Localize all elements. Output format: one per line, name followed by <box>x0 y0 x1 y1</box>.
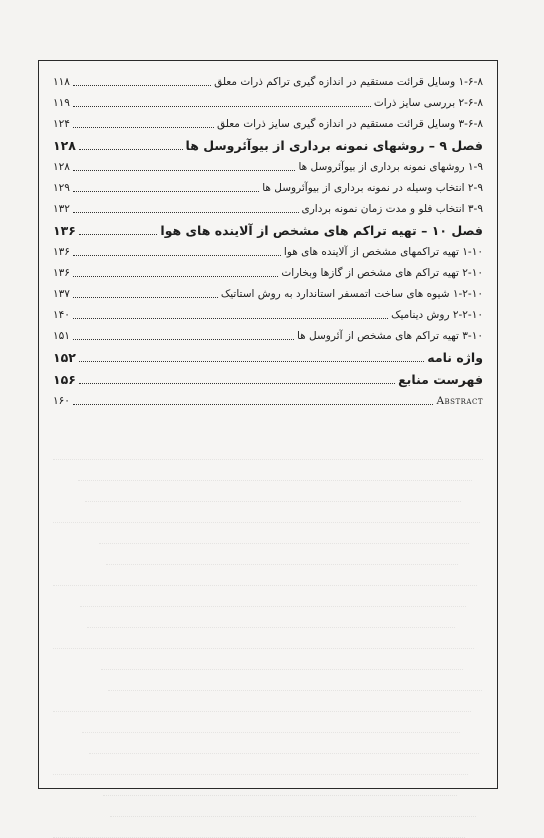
bleed-through-line <box>53 628 474 649</box>
bleed-through-line <box>53 754 468 775</box>
toc-page-number: ۱۳۲ <box>53 202 70 215</box>
dot-leader <box>79 149 183 150</box>
bleed-through-line <box>106 544 458 565</box>
toc-entry-title: فهرست منابع <box>398 371 483 387</box>
bleed-through-line <box>53 691 471 712</box>
bleed-through-line <box>82 712 460 733</box>
toc-entry-title: ۳-۹ انتخاب فلو و مدت زمان نمونه برداری <box>301 202 483 215</box>
toc-page-number: ۱۳۶ <box>53 222 76 238</box>
dot-leader <box>73 339 294 340</box>
dot-leader <box>79 361 424 362</box>
dot-leader <box>73 106 371 107</box>
dot-leader <box>73 212 299 213</box>
dot-leader <box>73 127 214 128</box>
bleed-through-line <box>108 670 482 691</box>
table-of-contents <box>53 71 483 411</box>
toc-row <box>53 325 483 346</box>
toc-entry-title: ۱-۹ روشهای نمونه برداری از بیوآئروسل ها <box>298 160 483 173</box>
dot-leader <box>73 170 296 171</box>
toc-row <box>53 71 483 92</box>
toc-entry-title: ۲-۹ انتخاب وسیله در نمونه برداری از بیوآئروسل ها <box>262 181 483 194</box>
bleed-through-line <box>110 796 476 817</box>
toc-chapter-row <box>53 368 483 390</box>
dot-leader <box>73 276 278 277</box>
toc-entry-title: ۲-۲-۱۰ روش دینامیک <box>391 308 483 321</box>
toc-page-number: ۱۳۶ <box>53 245 70 258</box>
bleed-through-line <box>53 502 480 523</box>
toc-entry-title: ۲-۱۰ تهیه تراکم های مشخص از گازها وبخارات <box>281 266 483 279</box>
dot-leader <box>73 255 281 256</box>
toc-row <box>53 113 483 134</box>
toc-entry-title: واژه نامه <box>427 349 483 365</box>
toc-page-number: ۱۲۸ <box>53 160 70 173</box>
toc-chapter-row <box>53 134 483 156</box>
bleed-through-line <box>53 565 477 586</box>
toc-entry-title: ۱-۱۰ تهیه تراکمهای مشخص از آلاینده های هوا <box>283 245 483 258</box>
toc-row <box>53 304 483 325</box>
bleed-through-line <box>89 733 479 754</box>
toc-row <box>53 241 483 262</box>
toc-entry-title: ۳-۱۰ تهیه تراکم های مشخص از آئروسل ها <box>296 329 483 342</box>
dot-leader <box>79 234 158 235</box>
toc-row <box>53 283 483 304</box>
toc-page-number: ۱۱۹ <box>53 96 70 109</box>
toc-page-number: ۱۲۸ <box>53 137 76 153</box>
toc-entry-title: ۲-۶-۸ بررسی سایز ذرات <box>373 96 483 109</box>
bleed-through-line <box>78 460 472 481</box>
toc-row <box>53 198 483 219</box>
dot-leader <box>73 297 218 298</box>
toc-entry-title: Abstract <box>436 394 483 407</box>
toc-page-number: ۱۳۷ <box>53 287 70 300</box>
toc-page-number: ۱۵۱ <box>53 329 70 342</box>
bleed-through-line <box>53 439 483 460</box>
bleed-through-line <box>53 817 465 838</box>
dot-leader <box>73 404 434 405</box>
dot-leader <box>73 85 211 86</box>
dot-leader <box>79 383 395 384</box>
toc-entry-title: فصل ۹ – روشهای نمونه برداری از بیوآئروسل ها <box>185 137 483 153</box>
toc-page-number: ۱۴۰ <box>53 308 70 321</box>
toc-row <box>53 177 483 198</box>
toc-page-number: ۱۲۹ <box>53 181 70 194</box>
bleed-through-line <box>99 523 469 544</box>
toc-row <box>53 156 483 177</box>
toc-page-number: ۱۲۴ <box>53 117 70 130</box>
toc-row <box>53 262 483 283</box>
toc-entry-title: فصل ۱۰ – تهیه تراکم های مشخص از آلاینده های هوا <box>160 222 483 238</box>
bleed-through-line <box>103 775 457 796</box>
bleed-through <box>53 439 483 778</box>
dot-leader <box>73 191 259 192</box>
page-frame <box>38 60 498 789</box>
toc-page-number: ۱۶۰ <box>53 394 70 407</box>
bleed-through-line <box>85 481 461 502</box>
dot-leader <box>73 318 388 319</box>
toc-page-number: ۱۳۶ <box>53 266 70 279</box>
toc-entry-title: ۳-۶-۸ وسایل قرائت مستقیم در اندازه گیری سایز ذرات معلق <box>216 117 483 130</box>
toc-chapter-row <box>53 219 483 241</box>
bleed-through-line <box>101 649 463 670</box>
toc-chapter-row <box>53 346 483 368</box>
toc-row <box>53 390 483 411</box>
toc-row <box>53 92 483 113</box>
bleed-through-line <box>80 586 466 607</box>
toc-page-number: ۱۱۸ <box>53 75 70 88</box>
bleed-through-line <box>87 607 455 628</box>
toc-page-number: ۱۵۲ <box>53 349 76 365</box>
toc-page-number: ۱۵۶ <box>53 371 76 387</box>
toc-entry-title: ۱-۶-۸ وسایل قرائت مستقیم در اندازه گیری تراکم ذرات معلق <box>214 75 483 88</box>
toc-entry-title: ۱-۲-۱۰ شیوه های ساخت اتمسفر استاندارد به روش استاتیک <box>220 287 483 300</box>
